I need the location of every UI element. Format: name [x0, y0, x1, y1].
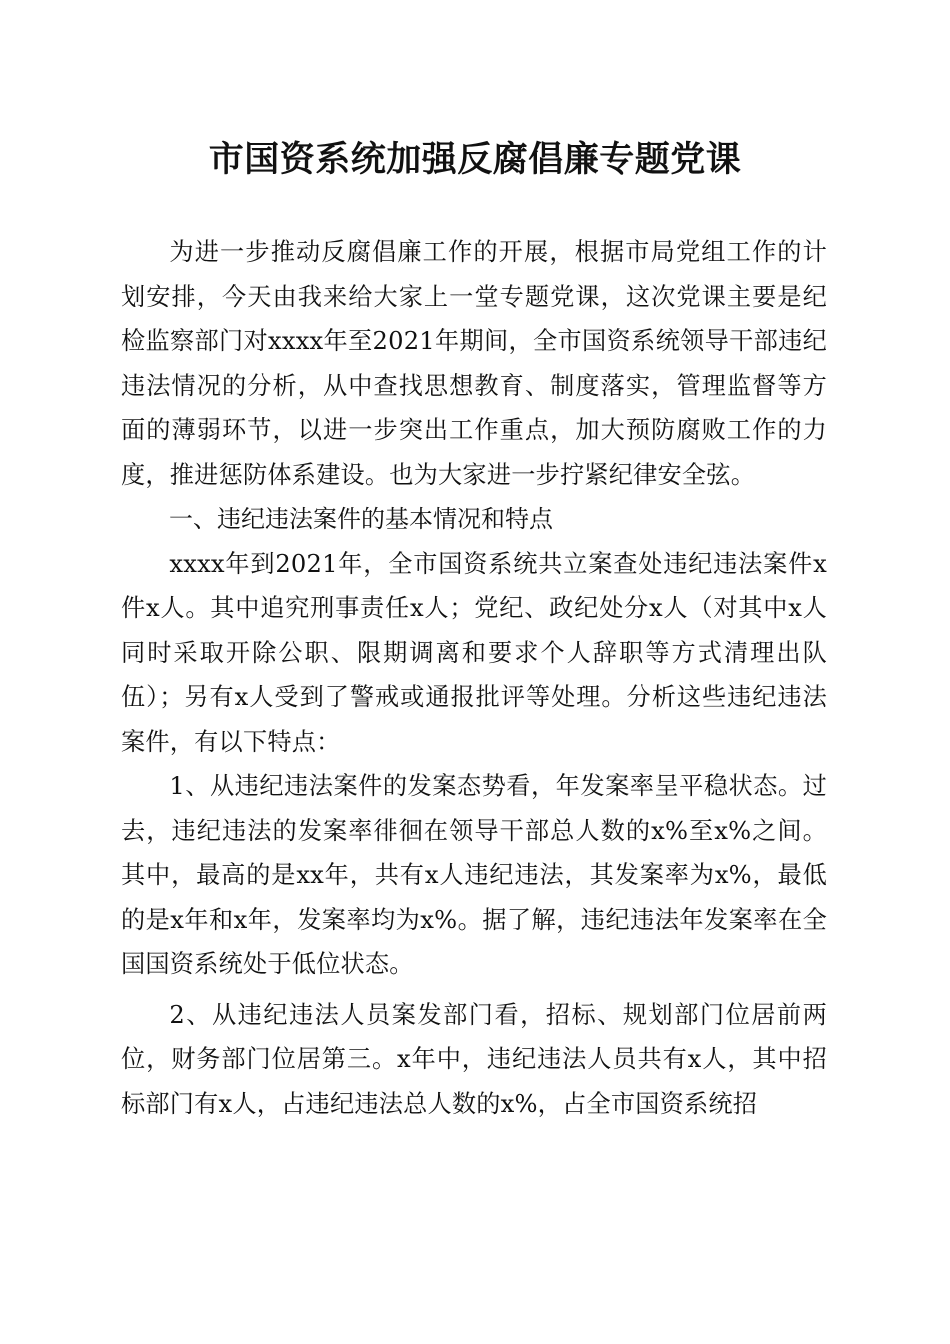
document-body	[121, 230, 827, 1126]
intro-paragraph: 为进一步推动反腐倡廉工作的开展，根据市局党组工作的计划安排，今天由我来给大家上一堂专题党课，这次党课主要是纪检监察部门对xxxx年至2021年期间，全市国资系统领导干部违纪违法情况的分析，从中查找思想教育、制度落实，管理监督等方面的薄弱环节，以进一步突出工作重点，加大预防腐败工作的力度，推进惩防体系建设。也为大家进一步拧紧纪律安全弦。	[121, 238, 827, 489]
section-heading: 一、违纪违法案件的基本情况和特点	[169, 505, 553, 533]
point-2-paragraph: 2、从违纪违法人员案发部门看，招标、规划部门位居前两位，财务部门位居第三。x年中，违纪违法人员共有x人，其中招标部门有x人，占违纪违法总人数的x%，占全市国资系统招	[121, 1000, 827, 1118]
section-overview-paragraph: xxxx年到2021年，全市国资系统共立案查处违纪违法案件x件x人。其中追究刑事责任x人；党纪、政纪处分x人（对其中x人同时采取开除公职、限期调离和要求个人辞职等方式清理出队伍）；另有x人受到了警戒或通报批评等处理。分析这些违纪违法案件，有以下特点：	[121, 549, 827, 756]
point-1-paragraph: 1、从违纪违法案件的发案态势看，年发案率呈平稳状态。过去，违纪违法的发案率徘徊在领导干部总人数的x%至x%之间。其中，最高的是xx年，共有x人违纪违法，其发案率为x%，最低的是x年和x年，发案率均为x%。据了解，违纪违法年发案率在全国国资系统处于低位状态。	[121, 772, 827, 978]
document-title: 市国资系统加强反腐倡廉专题党课	[208, 139, 742, 180]
